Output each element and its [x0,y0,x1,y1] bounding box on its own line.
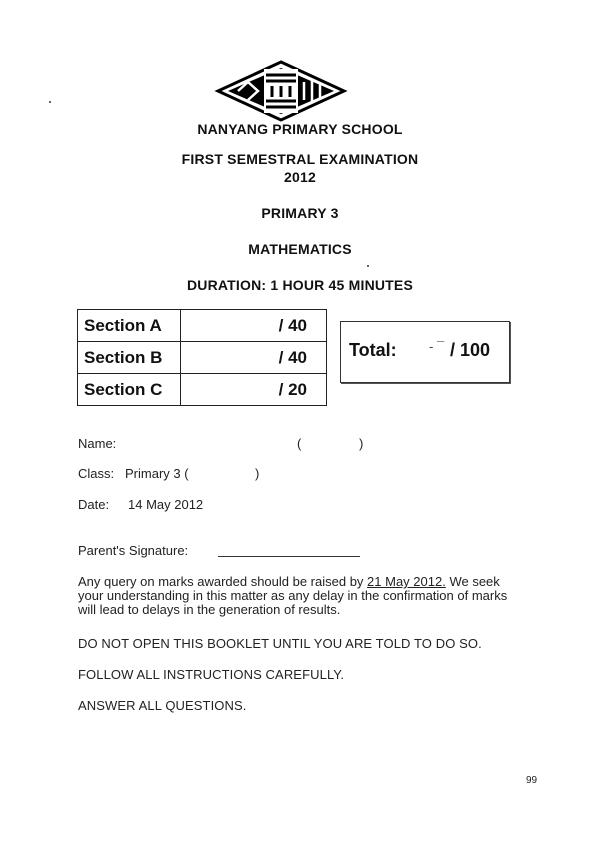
notice-text: Any query on marks awarded should be raised by [78,574,368,589]
total-box [340,321,510,383]
total-label: Total: [349,340,397,360]
table-row [78,374,327,406]
name-paren-close: ) [359,436,364,451]
school-name: NANYANG PRIMARY SCHOOL [197,121,403,137]
instruction-line: FOLLOW ALL INSTRUCTIONS CAREFULLY. [78,667,345,682]
total-mark: - ¯ [429,339,445,354]
subject: MATHEMATICS [248,241,352,257]
section-label: Section C [78,374,181,406]
section-max: / 20 [181,374,327,406]
instruction-line: ANSWER ALL QUESTIONS. [78,698,247,713]
scan-speck [49,101,51,103]
table-row [78,342,327,374]
instruction-line: DO NOT OPEN THIS BOOKLET UNTIL YOU ARE TOLD TO DO SO. [78,636,482,651]
signature-line [218,556,360,557]
section-label: Section B [78,342,181,374]
signature-label: Parent's Signature: [78,543,189,558]
duration: DURATION: 1 HOUR 45 MINUTES [186,277,414,293]
level: PRIMARY 3 [261,205,339,221]
class-value: Primary 3 ( [125,466,189,481]
section-max: / 40 [181,310,327,342]
exam-year: 2012 [284,169,316,185]
sections-marks-table [77,309,327,406]
marks-query-notice [78,575,518,617]
date-label: Date: [78,497,110,512]
class-label: Class: [78,466,115,481]
name-paren-open: ( [297,436,302,451]
table-row [78,310,327,342]
name-label: Name: [78,436,117,451]
section-max: / 40 [181,342,327,374]
notice-deadline: 21 May 2012. [367,574,446,589]
exam-title: FIRST SEMESTRAL EXAMINATION [181,151,419,167]
school-logo [214,58,348,124]
notice-text: We seek your understanding in this matter as any delay in the confirmation of marks will lead to delays in the generation of results. [78,574,508,617]
page-mark: 99 [526,775,538,786]
class-paren-close: ) [255,466,260,481]
scan-speck [367,265,369,267]
section-label: Section A [78,310,181,342]
total-max: / 100 [450,340,491,360]
date-value: 14 May 2012 [128,497,204,512]
